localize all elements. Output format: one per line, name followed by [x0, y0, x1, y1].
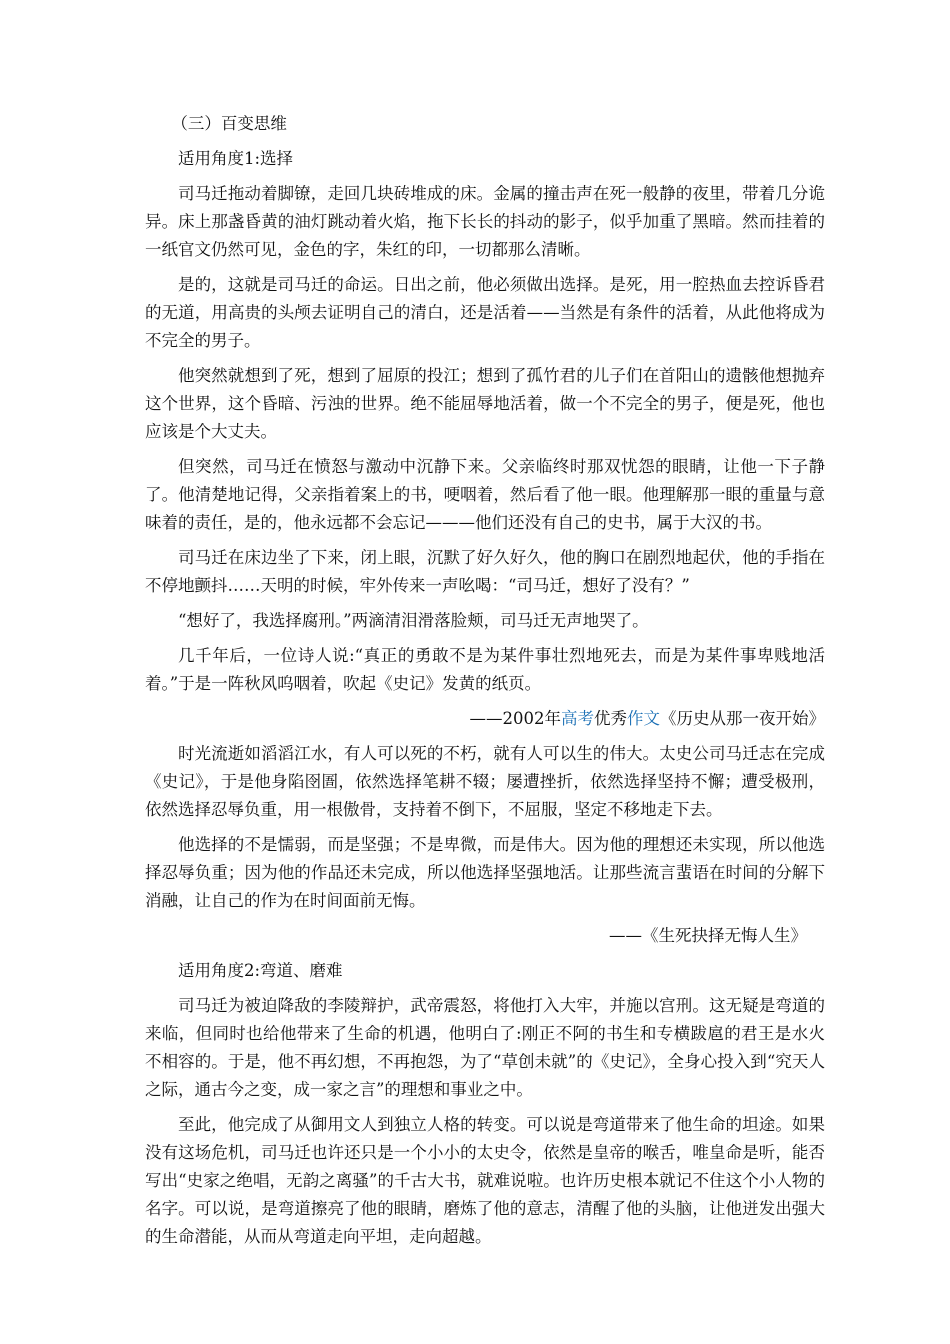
source-title: 《历史从那一夜开始》	[660, 709, 825, 728]
paragraph: 是的，这就是司马迁的命运。日出之前，他必须做出选择。是死，用一腔热血去控诉昏君的无道，用高贵的头颅去证明自己的清白，还是活着——当然是有条件的活着，从此他将成为不完全的男子。	[145, 275, 825, 350]
paragraph: 司马迁为被迫降敌的李陵辩护，武帝震怒，将他打入大牢，并施以宫刑。这无疑是弯道的来临，但同时也给他带来了生命的机遇，他明白了:刚正不阿的书生和专横跋扈的君王是水火不相容的。于是，他不再幻想，不再抱怨，为了“草创未就”的《史记》，全身心投入到“究天人之际，通古今之变，成一家之言”的理想和事业之中。	[145, 996, 825, 1099]
paragraph: 司马迁在床边坐了下来，闭上眼，沉默了好久好久，他的胸口在剧烈地起伏，他的手指在不停地颤抖……天明的时候，牢外传来一声吆喝：“司马迁，想好了没有？”	[145, 548, 825, 595]
document-page	[145, 110, 825, 1258]
source-citation-1	[145, 705, 825, 733]
paragraph: 至此，他完成了从御用文人到独立人格的转变。可以说是弯道带来了他生命的坦途。如果没有这场危机，司马迁也许还只是一个小小的太史令，依然是皇帝的喉舌，唯皇命是听，能否写出“史家之绝唱，无韵之离骚”的千古大书，就难说啦。也许历史根本就记不住这个小人物的名字。可以说，是弯道擦亮了他的眼睛，磨炼了他的意志，清醒了他的头脑，让他迸发出强大的生命潜能，从而从弯道走向平坦，走向超越。	[145, 1115, 825, 1246]
paragraph: “想好了，我选择腐刑。”两滴清泪滑落脸颊，司马迁无声地哭了。	[178, 611, 649, 630]
paragraph: 但突然，司马迁在愤怒与激动中沉静下来。父亲临终时那双忧怨的眼睛，让他一下子静了。他清楚地记得，父亲指着案上的书，哽咽着，然后看了他一眼。他理解那一眼的重量与意味着的责任，是的，他永远都不会忘记———他们还没有自己的史书，属于大汉的书。	[145, 457, 825, 532]
source-citation-2: ——《生死抉择无悔人生》	[609, 926, 807, 945]
angle-1-heading: 适用角度1:选择	[178, 149, 294, 168]
source-mid: 优秀	[594, 709, 627, 728]
paragraph: 几千年后，一位诗人说:“真正的勇敢不是为某件事壮烈地死去，而是为某件事卑贱地活着。”于是一阵秋风呜咽着，吹起《史记》发黄的纸页。	[145, 646, 825, 693]
angle-2-heading: 适用角度2:弯道、磨难	[178, 961, 343, 980]
gaokao-link[interactable]: 高考	[561, 709, 594, 728]
paragraph: 他突然就想到了死，想到了屈原的投江；想到了孤竹君的儿子们在首阳山的遗骸他想抛弃这个世界，这个昏暗、污浊的世界。绝不能屈辱地活着，做一个不完全的男子，便是死，他也应该是个大丈夫。	[145, 366, 825, 441]
paragraph: 司马迁拖动着脚镣，走回几块砖堆成的床。金属的撞击声在死一般静的夜里，带着几分诡异。床上那盏昏黄的油灯跳动着火焰，拖下长长的抖动的影子，似乎加重了黑暗。然而挂着的一纸官文仍然可见，金色的字，朱红的印，一切都那么清晰。	[145, 184, 825, 259]
paragraph: 他选择的不是懦弱，而是坚强；不是卑微，而是伟大。因为他的理想还未实现，所以他选择忍辱负重；因为他的作品还未完成，所以他选择坚强地活。让那些流言蜚语在时间的分解下消融，让自己的作为在时间面前无悔。	[145, 835, 825, 910]
zuowen-link[interactable]: 作文	[627, 709, 660, 728]
source-prefix: ——2002年	[469, 709, 561, 728]
section-heading: （三）百变思维	[171, 114, 287, 133]
paragraph: 时光流逝如滔滔江水，有人可以死的不朽，就有人可以生的伟大。太史公司马迁志在完成《史记》，于是他身陷囹圄，依然选择笔耕不辍；屡遭挫折，依然选择坚持不懈；遭受极刑，依然选择忍辱负重，用一根傲骨，支持着不倒下，不屈服，坚定不移地走下去。	[145, 744, 825, 819]
